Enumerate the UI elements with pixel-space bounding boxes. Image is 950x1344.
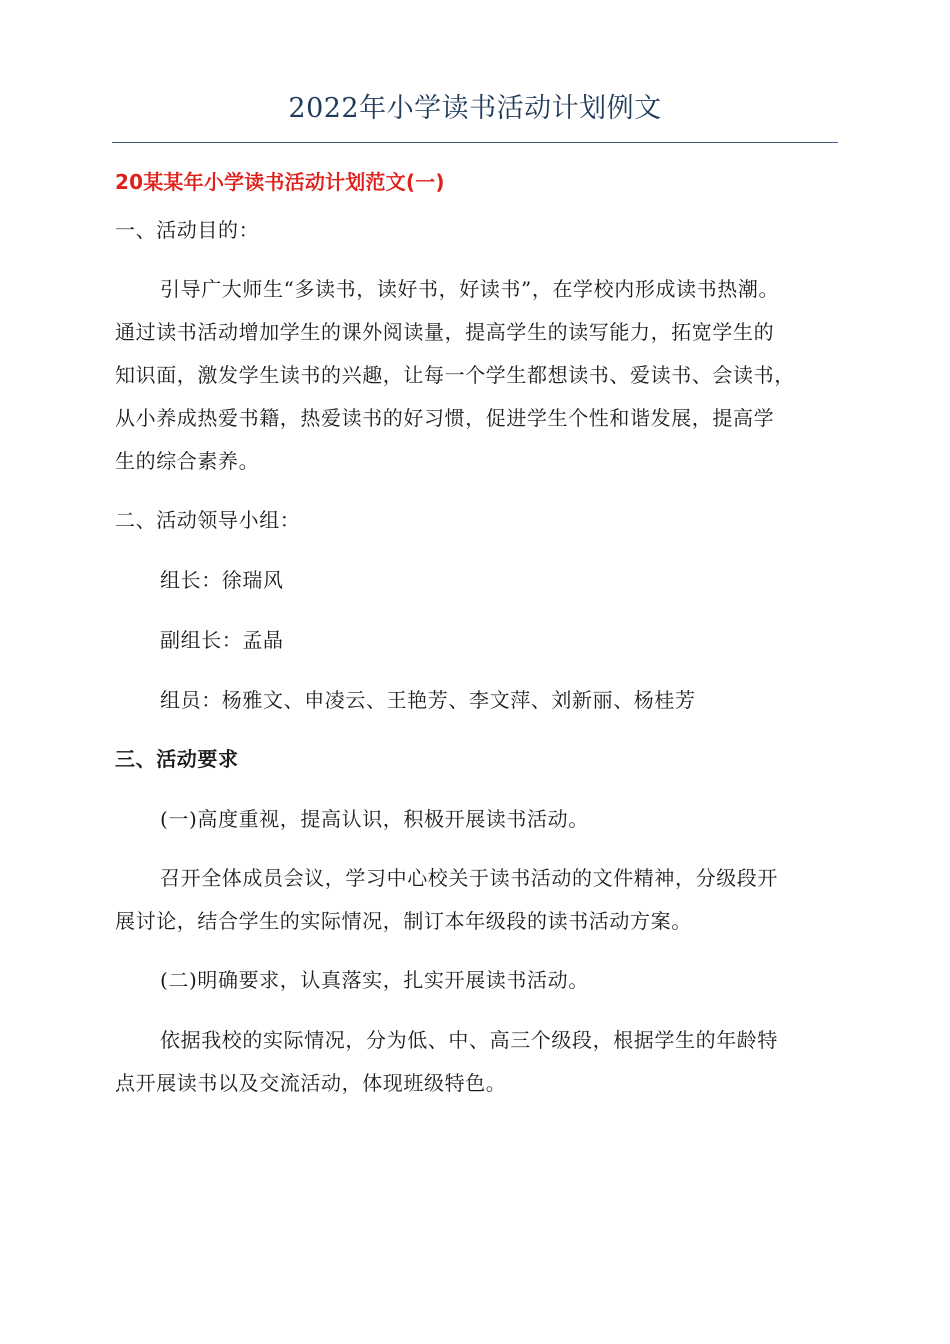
group-members: 组员：杨雅文、申凌云、王艳芳、李文萍、刘新丽、杨桂芳	[160, 688, 696, 712]
group-leader: 组长：徐瑞风	[160, 568, 284, 592]
section-1-paragraph-line: 从小养成热爱书籍，热爱读书的好习惯，促进学生个性和谐发展，提高学	[115, 406, 775, 430]
section-1-paragraph-line: 知识面，激发学生读书的兴趣，让每一个学生都想读书、爱读书、会读书，	[115, 363, 795, 387]
requirement-1-heading: (一)高度重视，提高认识，积极开展读书活动。	[160, 807, 589, 831]
requirement-1-paragraph-line: 召开全体成员会议，学习中心校关于读书活动的文件精神，分级段开	[160, 866, 778, 890]
section-1-paragraph-line: 生的综合素养。	[115, 449, 260, 473]
requirement-2-heading: (二)明确要求，认真落实，扎实开展读书活动。	[160, 968, 589, 992]
deputy-leader: 副组长：孟晶	[160, 628, 284, 652]
section-2-heading: 二、活动领导小组：	[115, 508, 301, 532]
red-subtitle: 20某某年小学读书活动计划范文(一)	[115, 170, 445, 194]
document-title: 2022年小学读书活动计划例文	[288, 93, 662, 124]
title-divider	[112, 142, 838, 143]
requirement-2-paragraph-line: 点开展读书以及交流活动，体现班级特色。	[115, 1071, 507, 1095]
section-1-heading: 一、活动目的：	[115, 218, 260, 242]
requirement-2-paragraph-line: 依据我校的实际情况，分为低、中、高三个级段，根据学生的年龄特	[160, 1028, 778, 1052]
section-1-paragraph-line: 引导广大师生“多读书，读好书，好读书”，在学校内形成读书热潮。	[160, 277, 780, 301]
requirement-1-paragraph-line: 展讨论，结合学生的实际情况，制订本年级段的读书活动方案。	[115, 909, 692, 933]
section-3-heading: 三、活动要求	[115, 747, 239, 771]
section-1-paragraph-line: 通过读书活动增加学生的课外阅读量，提高学生的读写能力，拓宽学生的	[115, 320, 775, 344]
